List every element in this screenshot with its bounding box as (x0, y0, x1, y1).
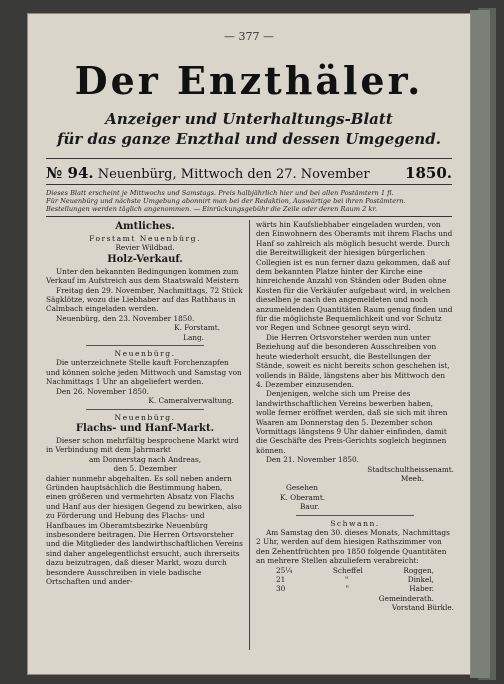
holz-title: Holz-Verkauf. (107, 253, 183, 265)
notice-line: Dieses Blatt erscheint je Mittwochs und Samstags. Preis halbjährlich hier und bei allen Postämtern 1 fl. (46, 189, 394, 197)
holz-body: Unter den bekannten Bedingungen kommen zum Verkauf im Aufstreich aus dem Staatswald Meistern (46, 266, 239, 286)
page-number: — 377 — (224, 30, 274, 43)
flachs-body: Dieser schon mehrfältig besprochene Markt wird in Verbindung mit dem Jahrmarkt (46, 435, 239, 455)
issue-year: 1850. (405, 164, 452, 182)
right-body-2: Die Herren Ortsvorsteher werden nun unter Beziehung auf die besonderen Ausschreiben von heute wiederholt ersucht, die Bestellungen der Stände, soweit es nicht bereits schon geschehen ist, vollends in Bälde, längstens aber bis Mittwoch den 4. Dezember einzusenden. (256, 332, 450, 389)
newspaper-page (28, 14, 470, 674)
gesehen-label: Gesehen (286, 483, 318, 493)
right-body-3: Denjenigen, welche sich um Preise des landwirthschaftlichen Vereins bewerben haben, wolle ferner eröffnet werden, daß sie sich mit ihren Waaren am Donnerstag den 5. Dezember schon Vormittags längstens 9 Uhr dahier einfinden, damit die Geschäfte des Preis-Gerichts sogleich beginnen können. (256, 389, 448, 455)
unit: " (345, 584, 349, 594)
right-body-1: wärts hin Kaufsliebhaber eingeladen wurden, von den Einwohnern des Oberamts mit ihrem Flachs und Hanf so zahlreich als möglich besucht werde. Durch die Bereitwilligkeit der hiesigen bürgerlichen Collegien ist es nun ferner dazu gekommen, daß auf dem bekannten Platze hinter der Kirche eine hinreichende Anzahl von Ständen oder Buden ohne Kosten für die Verkäufer aufgebaut wird, in welchen dieselben je nach den angemeldeten und noch anzumeldenden Quantitäten Raum genug finden und für die möglichste Bequemlichkeit und vor Schutz vor Regen und Schnee gesorgt seyn wird. (256, 220, 453, 333)
forchen-sign: K. Cameralverwaltung. (148, 396, 234, 406)
item: Roggen, (403, 565, 434, 575)
qty: 30 (276, 584, 286, 594)
table-row (256, 584, 454, 593)
issue-place-date: Neuenbürg, Mittwoch den 27. November (97, 167, 370, 182)
issue-number: № 94. (46, 164, 94, 182)
holz-date: Neuenbürg, den 23. November 1850. (56, 313, 195, 323)
neuenbuerg-heading: Neuenbürg. (114, 412, 176, 422)
revier-heading: Revier Wildbad. (115, 243, 175, 253)
masthead-title: Der Enzthäler. (74, 58, 424, 103)
left-column (46, 220, 244, 586)
qty: 25¼ (276, 565, 293, 575)
holz-sign-2: Lang. (183, 332, 204, 342)
forstamt-heading: Forstamt Neuenbürg. (89, 234, 201, 243)
holz-sign-1: K. Forstamt. (174, 323, 220, 333)
table-row (256, 575, 454, 584)
subscription-notice (46, 189, 452, 214)
divider (296, 515, 414, 516)
unit: Scheffel (332, 565, 363, 575)
vorstand-label: Vorstand Bürkle. (391, 603, 454, 613)
book-edge-inner (470, 10, 490, 678)
subtitle-line-2: für das ganze Enzthal und dessen Umgegend. (57, 130, 441, 148)
top-rule (46, 158, 452, 159)
notice-line: Für Neuenbürg und nächste Umgebung abonnirt man bei der Redaktion, Auswärtige bei ihren Postämtern. (46, 197, 406, 206)
flachs-date-2: den 5. Dezember (113, 464, 177, 474)
oberamt-label: K. Oberamt. (280, 492, 326, 502)
unit: " (344, 575, 349, 585)
notice-line: Bestellungen werden täglich angenommen. — Einrückungsgebühr die Zeile oder deren Raum 2 kr. (46, 205, 377, 214)
right-sign-2: Meeh. (400, 473, 424, 483)
item: Dinkel, (407, 575, 434, 585)
schwann-body: Am Samstag den 30. dieses Monats, Nachmittags 2 Uhr, werden auf dem hiesigen Rathszimmer von den Zehentfrüchten pro 1850 folgende Quantitäten an mehrere Stellen abzuliefern verabreicht: (256, 528, 450, 566)
schwann-heading: Schwann. (330, 518, 380, 528)
flachs-body-2: dahier nunmehr abgehalten. Es soll neben andern Gründen hauptsächlich die Bestimmung haben, einen größeren und vermehrten Absatz von Flachs und Hanf aus der hiesigen Gegend zu bewirken, also zu Förderung und Hebung des Flachs- und Hanfbaues im Oberamtsbezirke Neuenbürg insbesondere beitragen. Die Herren Ortsvorsteher und die Mitglieder des landwirthschaftlichen Vereins sind daher angelegentlichst ersucht, auch ihrerseits dazu beizutragen, daß dieser Markt, wozu durch besondere Ausschreiben in viele badische Ortschaften und ander- (46, 473, 243, 586)
flachs-date-1: am Donnerstag nach Andreas, (88, 454, 202, 464)
divider (86, 409, 204, 410)
forchen-body: Die unterzeichnete Stelle kauft Forchenzapfen und können solche jeden Mittwoch und Samstag von Nachmittags 1 Uhr an abgeliefert werden. (46, 358, 242, 387)
notice-rule (46, 216, 452, 217)
flachs-title: Flachs- und Hanf-Markt. (75, 422, 215, 434)
qty: 21 (276, 575, 286, 585)
holz-body-2: Freitag den 29. November, Nachmittags, 72 Stück Sägklötze, wozu die Liebhaber auf das Rathhaus in Calmbach eingeladen werden. (46, 285, 243, 314)
item: Haber. (409, 584, 434, 594)
table-row (256, 566, 454, 575)
baur-label: Baur. (300, 502, 320, 512)
dateline-rule (46, 184, 452, 185)
section-heading: Amtliches. (115, 221, 175, 232)
right-date: Den 21. November 1850. (266, 455, 359, 465)
right-sign-1: Stadtschultheissenamt. (367, 464, 454, 474)
right-column (256, 220, 454, 613)
column-divider (249, 220, 250, 650)
subtitle-line-1: Anzeiger und Unterhaltungs-Blatt (105, 110, 393, 128)
gemeinderath-label: Gemeinderath. (378, 593, 434, 603)
neuenbuerg-heading: Neuenbürg. (114, 349, 176, 359)
dateline (46, 164, 452, 182)
forchen-date: Den 26. November 1850. (56, 386, 149, 396)
divider (86, 345, 204, 346)
